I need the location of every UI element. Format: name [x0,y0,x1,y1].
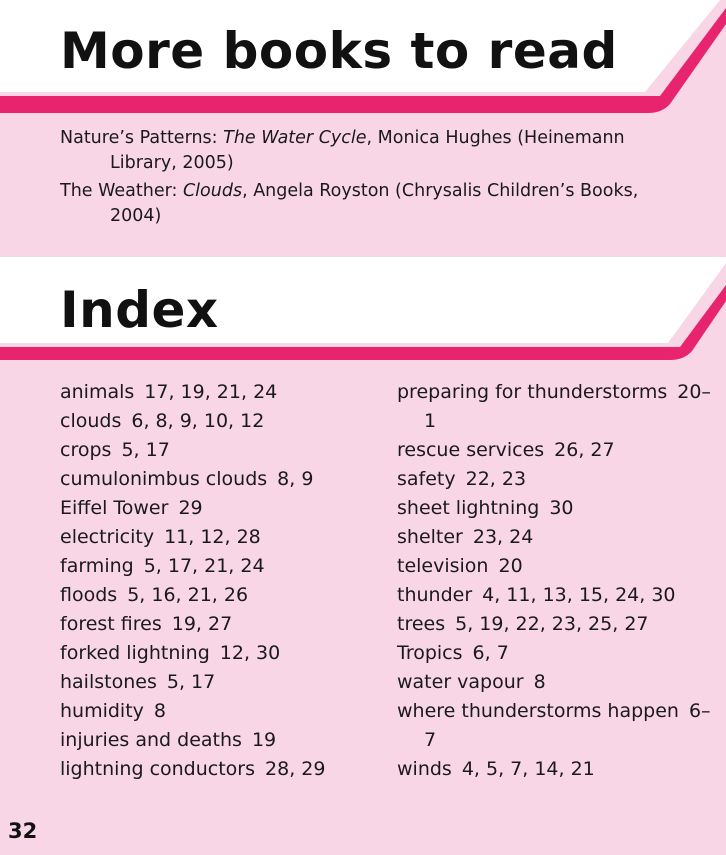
book-details: , Angela Royston (Chrysalis Children’s Books, 2004) [110,181,639,226]
index-pages: 8 [533,671,546,693]
index-pages: 6–7 [424,700,711,751]
index-pages: 22, 23 [465,468,527,490]
index-entry [397,755,717,784]
index-term: clouds [60,410,122,432]
index-pages: 20 [498,555,523,577]
index-pages: 4, 11, 13, 15, 24, 30 [482,584,676,606]
index-term: preparing for thunderstorms [397,381,668,403]
index-term: sheet lightning [397,497,540,519]
index-entry [397,639,717,668]
index-term: hailstones [60,671,157,693]
index-term: farming [60,555,134,577]
index-entry [397,378,717,436]
index-entry [60,436,380,465]
index-pages: 30 [549,497,574,519]
book-item [60,179,680,229]
index-pages: 19, 27 [171,613,233,635]
index-term: where thunderstorms happen [397,700,679,722]
index-term: rescue services [397,439,545,461]
index-entry [397,436,717,465]
index-pages: 8 [153,700,166,722]
index-pages: 28, 29 [265,758,326,780]
book-series: The Weather: [60,181,183,201]
index-entry [397,494,717,523]
index-entry [397,552,717,581]
index-term: cumulonimbus clouds [60,468,268,490]
index-term: electricity [60,526,155,548]
page-number: 32 [8,819,38,843]
index-entry [60,378,380,407]
index-pages: 19 [251,729,277,751]
index-title: Index [60,281,219,339]
index-term: water vapour [397,671,524,693]
book-title: The Water Cycle [223,128,367,148]
index-column-left [60,378,380,784]
index-column-right [397,378,717,784]
index-term: trees [397,613,446,635]
more-books-header-band [0,0,726,120]
index-term: television [397,555,489,577]
index-entry [60,465,380,494]
index-pages: 20–1 [424,381,711,432]
index-pages: 26, 27 [554,439,615,461]
more-books-title: More books to read [60,22,618,80]
index-term: crops [60,439,112,461]
index-pages: 5, 17, 21, 24 [143,555,265,577]
index-entry [397,465,717,494]
more-books-list [60,126,680,232]
index-entry [60,668,380,697]
index-entry [60,639,380,668]
index-term: animals [60,381,135,403]
book-item [60,126,680,176]
index-entry [60,552,380,581]
index-entry [60,581,380,610]
book-series: Nature’s Patterns: [60,128,224,148]
index-pages: 23, 24 [472,526,534,548]
index-entry [397,523,717,552]
index-term: safety [397,468,456,490]
index-pages: 5, 19, 22, 23, 25, 27 [455,613,649,635]
index-entry [60,610,380,639]
index-pages: 11, 12, 28 [164,526,261,548]
index-term: winds [397,758,452,780]
index-entry [60,697,380,726]
index-term: humidity [60,700,144,722]
book-details: , Monica Hughes (Heinemann Library, 2005) [110,128,625,173]
index-pages: 6, 7 [472,642,509,664]
index-term: shelter [397,526,463,548]
index-entry [60,755,380,784]
index-pages: 5, 17 [121,439,170,461]
index-entry [397,697,717,755]
index-term: lightning conductors [60,758,256,780]
index-entry [397,610,717,639]
index-pages: 4, 5, 7, 14, 21 [461,758,595,780]
index-pages: 29 [178,497,203,519]
index-term: Tropics [397,642,463,664]
index-term: injuries and deaths [60,729,242,751]
index-pages: 6, 8, 9, 10, 12 [131,410,265,432]
index-entry [60,494,380,523]
index-entry [397,581,717,610]
index-pages: 8, 9 [277,468,314,490]
index-pages: 12, 30 [219,642,281,664]
book-title: Clouds [182,181,243,201]
index-term: Eiffel Tower [60,497,169,519]
index-term: forked lightning [60,642,210,664]
index-header-band [0,257,726,367]
index-term: floods [60,584,118,606]
index-term: thunder [397,584,473,606]
index-entry [60,407,380,436]
index-pages: 5, 16, 21, 26 [127,584,249,606]
index-pages: 17, 19, 21, 24 [144,381,278,403]
index-pages: 5, 17 [166,671,216,693]
index-entry [60,523,380,552]
index-entry [60,726,380,755]
index-term: forest fires [60,613,162,635]
index-entry [397,668,717,697]
